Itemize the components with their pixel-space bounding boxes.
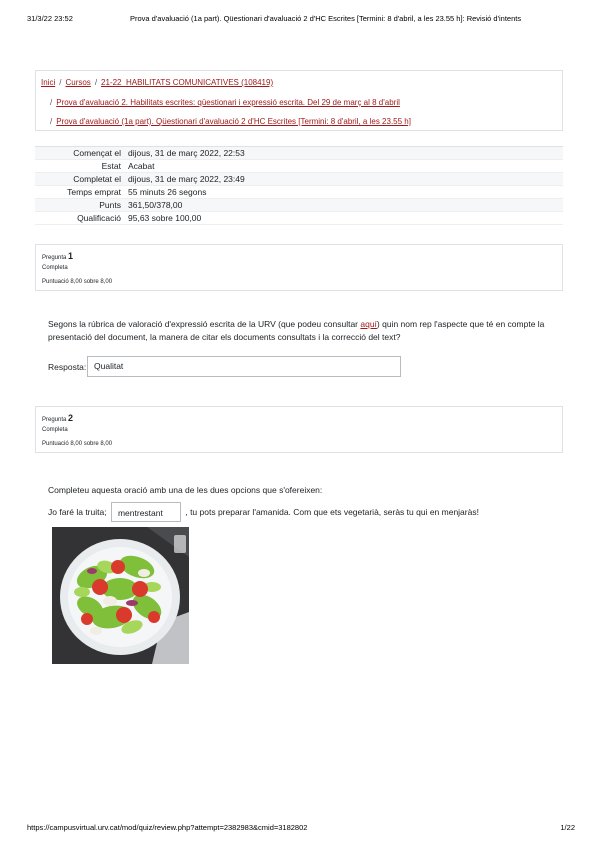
breadcrumb-separator: /: [50, 98, 53, 107]
summary-row-marks: [35, 199, 563, 212]
question-number-value: 2: [68, 413, 74, 423]
summary-label: Temps emprat: [67, 187, 121, 197]
attempt-summary-table: [35, 146, 563, 225]
question-label: Pregunta: [42, 417, 67, 423]
question-text-part: ) quin nom rep l'aspecte que té en compte la presentació del document, la manera de citar els documents consultats i la correcció del text?: [48, 319, 545, 342]
summary-label: Punts: [99, 200, 121, 210]
question-2-info: [35, 406, 563, 453]
summary-label: Qualificació: [77, 213, 121, 223]
gap-select[interactable]: mentrestant: [111, 502, 181, 522]
breadcrumb-section-link[interactable]: Prova d'avaluació 2. Habilitats escrites: qüestionari i expressió escrita. Del 29 de març al 8 d'abril: [56, 98, 400, 107]
breadcrumb-row-3: [46, 117, 411, 126]
summary-label: Començat el: [73, 148, 121, 158]
breadcrumb-home-link[interactable]: Inici: [41, 78, 56, 87]
breadcrumb-separator: /: [50, 117, 53, 126]
summary-value: 55 minuts 26 segons: [128, 187, 207, 197]
answer-label: Resposta:: [48, 362, 87, 372]
summary-row-completed: [35, 173, 563, 186]
question-2-sentence: [48, 502, 479, 522]
breadcrumb-courses-link[interactable]: Cursos: [65, 78, 91, 87]
rubric-link[interactable]: aquí: [360, 319, 377, 329]
breadcrumb-row-1: [41, 78, 273, 87]
question-grade: Puntuació 8,00 sobre 8,00: [42, 441, 113, 447]
summary-value: dijous, 31 de març 2022, 22:53: [128, 148, 245, 158]
question-state: Completa: [42, 265, 68, 271]
question-number: [42, 251, 73, 261]
question-1-text: [48, 318, 558, 344]
summary-row-state: [35, 160, 563, 173]
breadcrumb: [35, 70, 563, 131]
question-text-part: Segons la rúbrica de valoració d'expressió escrita de la URV (que podeu consultar: [48, 319, 361, 329]
breadcrumb-separator: /: [94, 78, 98, 87]
breadcrumb-course-link[interactable]: 21-22_HABILITATS COMUNICATIVES (108419): [101, 78, 274, 87]
question-1-info: [35, 244, 563, 291]
question-number: [42, 413, 73, 423]
summary-value: Acabat: [128, 161, 155, 171]
summary-value: 361,50/378,00: [128, 200, 183, 210]
question-state: Completa: [42, 427, 68, 433]
print-page-title: Prova d'avaluació (1a part). Qüestionari d'avaluació 2 d'HC Escrites [Termini: 8 d'abril, a les 23.55 h]: Revisió d'intents: [130, 14, 522, 23]
summary-row-started: [35, 147, 563, 160]
print-page-number: 1/22: [560, 823, 575, 832]
question-grade: Puntuació 8,00 sobre 8,00: [42, 279, 113, 285]
summary-row-time-taken: [35, 186, 563, 199]
breadcrumb-activity-link[interactable]: Prova d'avaluació (1a part). Qüestionari d'avaluació 2 d'HC Escrites [Termini: 8 d'abril, a les 23.55 h]: [56, 117, 411, 126]
sentence-part: Jo faré la truita;: [48, 507, 107, 517]
question-2-prompt: Completeu aquesta oració amb una de les dues opcions que s'ofereixen:: [48, 485, 323, 495]
summary-value: dijous, 31 de març 2022, 23:49: [128, 174, 245, 184]
question-number-value: 1: [68, 251, 74, 261]
summary-label: Completat el: [73, 174, 121, 184]
print-date: 31/3/22 23:52: [27, 14, 73, 23]
print-url: https://campusvirtual.urv.cat/mod/quiz/review.php?attempt=2382983&cmid=3182802: [27, 823, 308, 832]
question-label: Pregunta: [42, 255, 67, 261]
breadcrumb-separator: /: [59, 78, 62, 87]
breadcrumb-row-2: [46, 98, 400, 107]
sentence-part: , tu pots preparar l'amanida. Com que ets vegetarià, seràs tu qui en menjaràs!: [185, 507, 479, 517]
salad-image: [52, 527, 189, 664]
summary-value: 95,63 sobre 100,00: [128, 213, 202, 223]
summary-label: Estat: [101, 161, 121, 171]
answer-input[interactable]: Qualitat: [87, 356, 401, 377]
summary-row-grade: [35, 212, 563, 225]
